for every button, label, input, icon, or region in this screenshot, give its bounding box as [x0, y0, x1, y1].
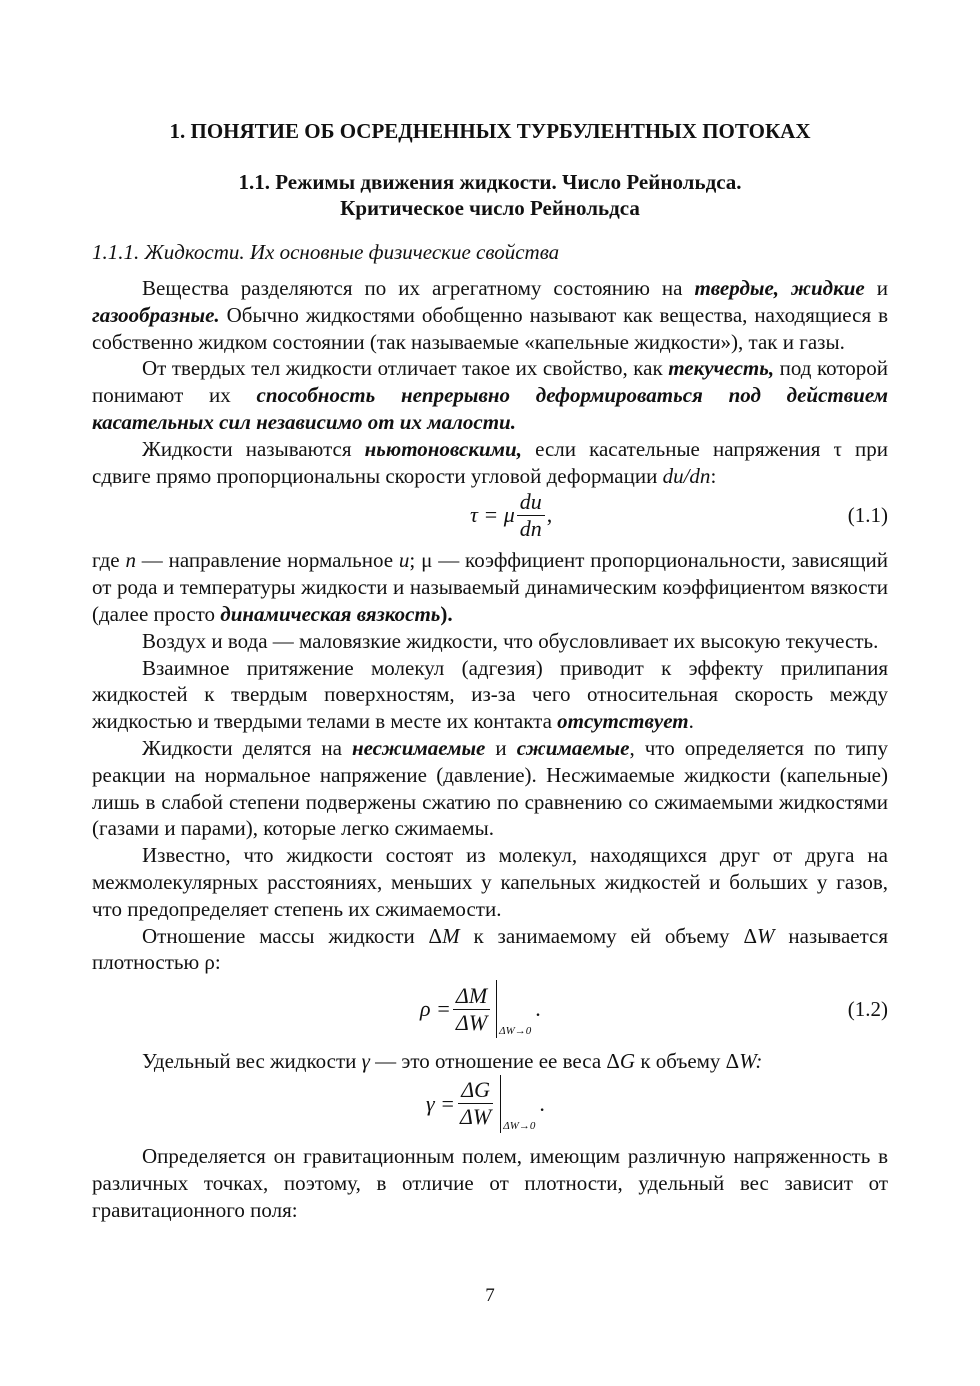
equation-1-1-formula: τ = μ $\frac{du}{dn}$ ,: [470, 489, 553, 542]
section-heading-line-1: 1.1. Режимы движения жидкости. Число Рейнольдса.: [238, 170, 742, 194]
equation-number: (1.2): [847, 997, 888, 1022]
equation-1-2: [92, 976, 888, 1048]
paragraph-air-water: Воздух и вода — маловязкие жидкости, что обусловливает их высокую текучесть.: [142, 628, 879, 653]
paragraph-specific-weight: Удельный вес жидкости γ — это отношение ее веса ΔG к объему ΔW:: [142, 1049, 763, 1074]
section-heading-line-2: Критическое число Рейнольдса: [340, 196, 640, 220]
paragraph-fluidity: От твердых тел жидкости отличает такое их свойство, как текучесть, под которой понимают их способность непрерывно деформироваться под действием касательных сил независимо от их малости.: [92, 356, 889, 434]
paragraph-viscosity: где n — направление нормальное u; μ — коэффициент пропорциональности, зависящий от рода и температуры жидкости и называемый динамическим коэффициентом вязкости (далее просто динамическая вязкость).: [92, 548, 888, 626]
chapter-heading: 1. ПОНЯТИЕ ОБ ОСРЕДНЕННЫХ ТУРБУЛЕНТНЫХ ПОТОКАХ: [169, 119, 811, 143]
paragraph-newtonian: Жидкости называются ньютоновскими, если касательные напряжения τ при сдвиге прямо пропорциональны скорости угловой деформации du/dn:: [92, 436, 888, 488]
equation-1-2-formula: ρ = $\frac{\Delta M}{\Delta W}$ ΔW→0 .: [420, 980, 541, 1038]
equation-specific-weight: [92, 1075, 888, 1137]
paragraph-gravitational-field: Определяется он гравитационным полем, имеющим различную напряженность в различных точках, поэтому, в отличие от плотности, удельный вес зависит от гравитационного поля:: [92, 1143, 888, 1222]
section-heading: [92, 169, 888, 221]
equation-specific-weight-formula: γ = $\frac{\Delta G}{\Delta W}$ ΔW→0 .: [426, 1075, 545, 1133]
paragraph-molecules: Известно, что жидкости состоят из молекул, находящихся друг от друга на межмолекулярных расстояниях, меньших у капельных жидкостей и больших у газов, что предопределяет степень их сжимаемости.: [92, 843, 888, 921]
paragraph-density: Отношение массы жидкости ΔM к занимаемому ей объему ΔW называется плотностью ρ:: [92, 923, 888, 975]
paragraph-adhesion: Взаимное притяжение молекул (адгезия) приводит к эффекту прилипания жидкостей к твердым поверхностям, из-за чего относительная скорость между жидкостью и твердыми телами в месте их контакта отсутствует.: [92, 655, 888, 734]
paragraph-states-of-matter: Вещества разделяются по их агрегатному состоянию на твердые, жидкие и газообразные. Обычно жидкостями обобщенно называют как вещества, находящиеся в собственно жидком состоянии (так называемые «капельные жидкости»), так и газы.: [92, 276, 888, 354]
page-number: 7: [485, 1285, 495, 1306]
subsection-heading: 1.1.1. Жидкости. Их основные физические свойства: [92, 240, 560, 264]
evaluation-bar: ΔW→0: [496, 980, 531, 1038]
evaluation-bar: ΔW→0: [500, 1075, 535, 1133]
equation-1-1: [92, 489, 888, 547]
fraction: $\frac{du}{dn}$: [517, 489, 545, 542]
equation-number: (1.1): [847, 503, 888, 528]
paragraph-compressibility: Жидкости делятся на несжимаемые и сжимаемые, что определяется по типу реакции на нормальное напряжение (давление). Несжимаемые жидкости (капельные) лишь в слабой степени подвержены сжатию по сравнению со сжимаемыми жидкостями (газами и парами), которые легко сжимаемы.: [92, 735, 888, 841]
fraction: $\frac{\Delta G}{\Delta W}$: [460, 1077, 492, 1130]
fraction: $\frac{\Delta M}{\Delta W}$: [453, 983, 490, 1036]
